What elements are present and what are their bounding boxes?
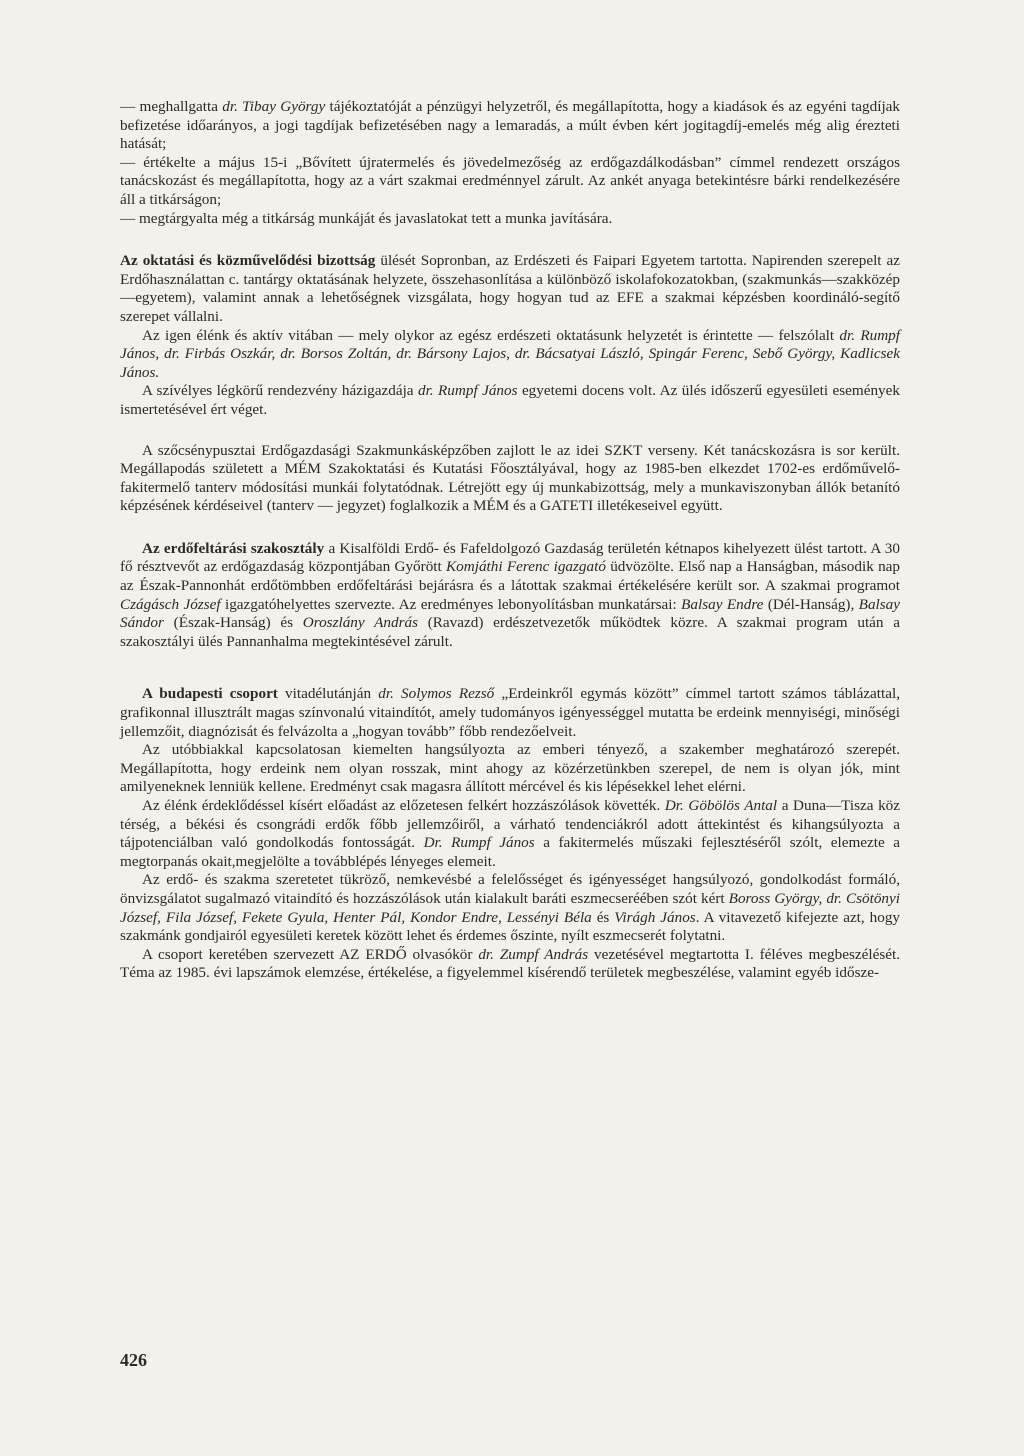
paragraph: Az erdő- és szakma szeretetet tükröző, nemkevésbé a felelősséget és igényességet hangsúlyozó, gondolkodást formáló, önvizsgálatot sugalmazó vitaindító és hozzászólások után kialakult baráti eszmecseréében szót kért Boross György, dr. Csötönyi József, Fila József, Fekete Gyula, Henter Pál, Kondor Endre, Lessényi Béla és Virágh János. A vitavezető kifejezte azt, hogy szakmánk gondjairól egyesületi keretek között lehet és érdemes őszinte, nyílt eszmecserét folytatni. xyxy=(120,871,901,945)
paragraph: A csoport keretében szervezett AZ ERDŐ olvasókör dr. Zumpf András vezetésével megtartotta I. féléves megbeszélését. Téma az 1985. évi lapszámok elemzése, értékelése, a figyelemmel kísérendő területek megbeszélése, valamint egyéb idősze- xyxy=(120,945,900,982)
paragraph-gap xyxy=(120,228,900,252)
paragraph: — meghallgatta dr. Tibay György tájékoztatóját a pénzügyi helyzetről, és megállapította, hogy a kiadások és az egyéni tagdíjak befizetése időarányos, a jogi tagdíjak befizetésében nagy a lemaradás, a múlt évben kért jogitagdíj-emelés még alig érezteti hatását; xyxy=(120,98,900,153)
paragraph: A szőcsénypusztai Erdőgazdasági Szakmunkásképzőben zajlott le az idei SZKT verseny. Két tanácskozásra is sor került. Megállapodás született a MÉM Szakoktatási és Kutatási Főosztályával, hogy az 1985-ben elkezdet 1702-es erdőművelő-fakitermelő tanterv módosítási munkái folytatódnak. Létrejött egy új munkabizottság, mely a munkaviszonyban állók betanító képzésének kérdéseivel (tanterv — jegyzet) foglalkozik a MÉM és a GATETI illetékeseivel együtt. xyxy=(120,441,900,515)
paragraph: Az oktatási és közművelődési bizottság ülését Sopronban, az Erdészeti és Faipari Egyetem tartotta. Napirenden szerepelt az Erdőhasználattan c. tantárgy oktatásának helyzete, összehasonlítása a különböző iskolafokozatokban, (szakmunkás—szakközép—egyetem), valamint annak a lehetőségnek vizsgálata, hogy hogyan tud az EFE a szakmai képzésben koordináló-segítő szerepet vállalni. xyxy=(120,252,900,325)
paragraph: — megtárgyalta még a titkárság munkáját és javaslatokat tett a munka javítására. xyxy=(120,209,613,227)
paragraph: Az igen élénk és aktív vitában — mely olykor az egész erdészeti oktatásunk helyzetét is érintette — felszólalt dr. Rumpf János, dr. Firbás Oszkár, dr. Borsos Zoltán, dr. Bársony Lajos, dr. Bácsatyai László, Spingár Ferenc, Sebő György, Kadlicsek János. xyxy=(120,326,900,381)
paragraph: Az erdőfeltárási szakosztály a Kisalföldi Erdő- és Fafeldolgozó Gazdaság területén kétnapos kihelyezett ülést tartott. A 30 fő résztvevőt az erdőgazdaság központjában Győrött Komjáthi Ferenc igazgató üdvözölte. Első nap a Hanságban, második nap az Észak-Pannonhát erdőtömbben erdőfeltárási bejárásra és a látottak szakmai értékelésére került sor. A szakmai programot Czágásch József igazgatóhelyettes szervezte. Az eredményes lebonyolításban munkatársai: Balsay Endre (Dél-Hanság), Balsay Sándor (Észak-Hanság) és Oroszlány András (Ravazd) erdészetvezetők működtek közre. A szakmai program után a szakosztályi ülés Pannanhalma megtekintésével zárult. xyxy=(120,539,901,650)
paragraph: — értékelte a május 15-i „Bővített újratermelés és jövedelmezőség az erdőgazdálkodásban” címmel rendezett országos tanácskozást és megállapította, hogy az a várt szakmai eredménnyel zárult. Az ankét anyaga betekintésre bárki rendelkezésére áll a titkárságon; xyxy=(120,153,900,208)
paragraph: Az élénk érdeklődéssel kísért előadást az előzetesen felkért hozzászólások követték. Dr. Göbölös Antal a Duna—Tisza köz térség, a békési és csongrádi erdők főbb jellemzőiről, a várható tendenciákról adott áttekintést és kihangsúlyozta a tájpotenciálban való gondolkodás fontosságát. Dr. Rumpf János a fakitermelés műszaki fejlesztéséről szólt, elemezte a megtorpanás okait,megjelölte a továbblépés lényeges elemeit. xyxy=(120,797,901,870)
paragraph: A szívélyes légkörű rendezvény házigazdája dr. Rumpf János egyetemi docens volt. Az ülés időszerű egyesületi események ismertetésével ért véget. xyxy=(120,382,900,418)
paragraph-gap xyxy=(120,516,900,540)
paragraph-gap xyxy=(120,420,900,442)
paragraph: A budapesti csoport vitadélutánján dr. Solymos Rezső „Erdeinkről egymás között” címmel tartott számos táblázattal, grafikonnal illusztrált magas színvonalú vitaindítót, amely tudományos igényességgel mutatta be erdeink mennyiségi, minőségi jellemzőit, diagnózisát és felvázolta a „hogyan tovább” főbb rendezőelveit. xyxy=(120,685,900,740)
paragraph: Az utóbbiakkal kapcsolatosan kiemelten hangsúlyozta az emberi tényező, a szakember meghatározó szerepét. Megállapította, hogy erdeink nem olyan rosszak, mint ahogy az közérzetünkben szerepel, de nem is olyan jók, mint amilyeneknek lenniük kellene. Eredményt csak magasra állított mércével és kis lépésekkel lehet elérni. xyxy=(120,741,900,796)
page-number: 426 xyxy=(120,1350,147,1370)
paragraph-gap xyxy=(120,651,900,685)
text-column xyxy=(120,98,900,983)
